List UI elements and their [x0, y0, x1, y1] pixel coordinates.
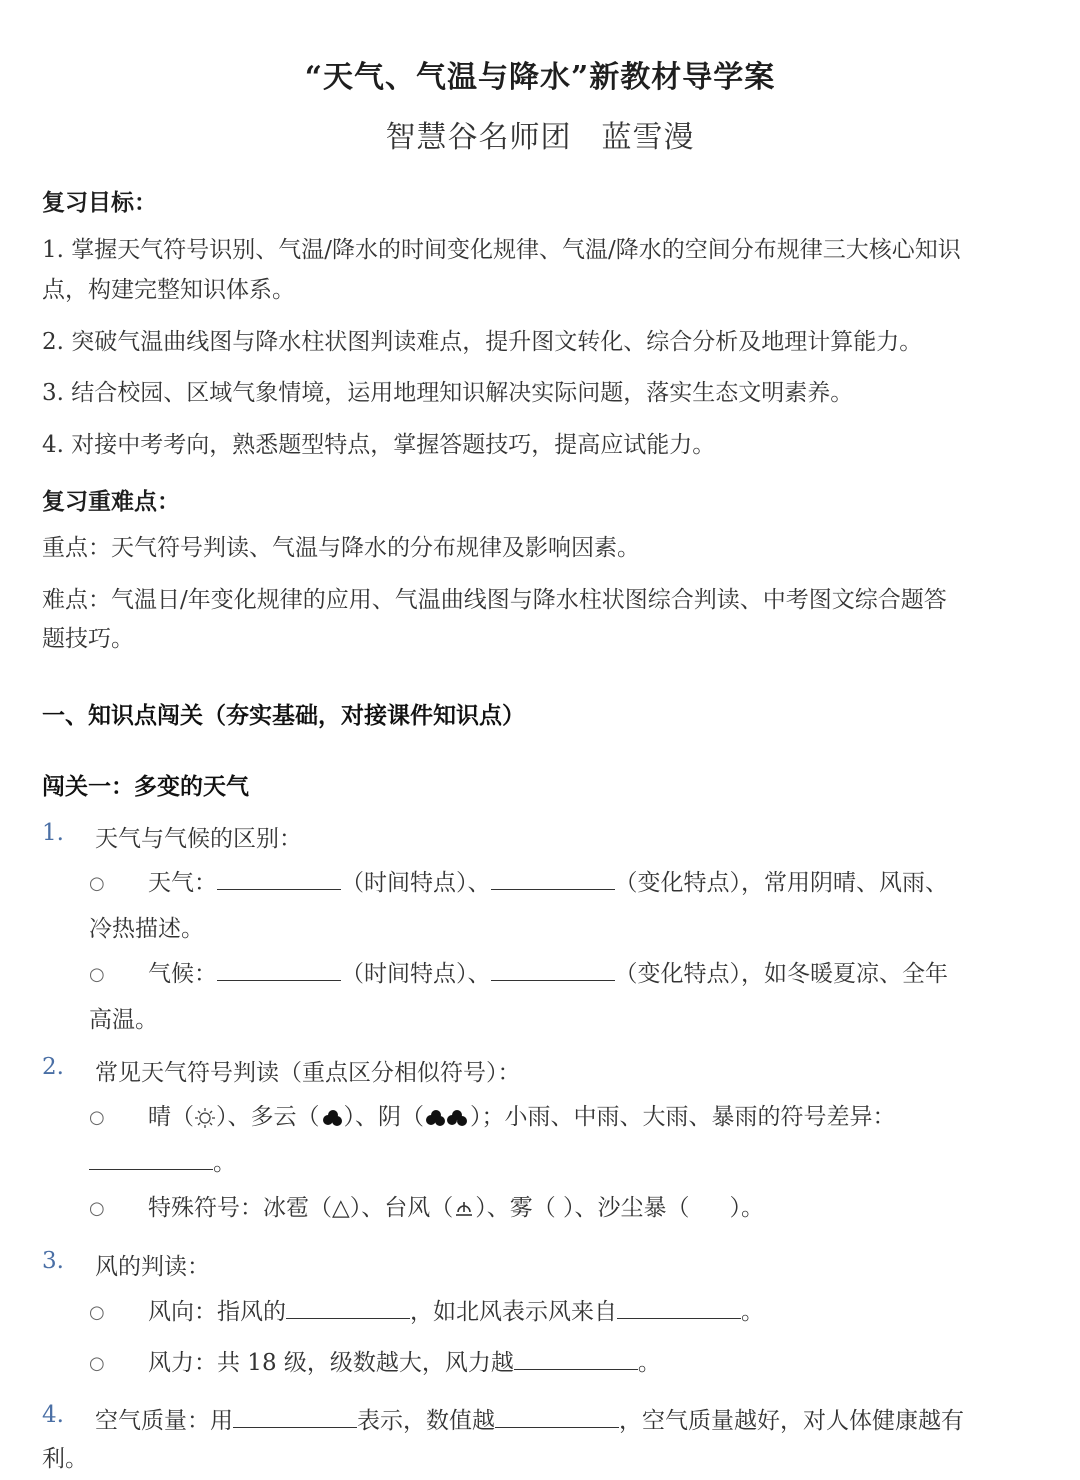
sun-icon — [194, 1107, 216, 1129]
q4-wrap: 利。 — [42, 1446, 88, 1472]
blank-field[interactable] — [217, 958, 341, 981]
bullet-icon: ○ — [89, 1353, 105, 1374]
q1-number: 1. — [42, 820, 64, 846]
goal-1-line1: 1. 掌握天气符号识别、气温/降水的时间变化规律、气温/降水的空间分布规律三大核心知识 — [42, 237, 961, 263]
q1-weather-wrap: 冷热描述。 — [89, 916, 204, 942]
goal-3: 3. 结合校园、区域气象情境，运用地理知识解决实际问题，落实生态文明素养。 — [42, 380, 854, 406]
blank-field[interactable] — [233, 1405, 357, 1428]
q4-line: 空气质量：用 表示，数值越 ，空气质量越好，对人体健康越有 — [95, 1402, 964, 1435]
q1-label: 天气与气候的区别： — [95, 826, 302, 852]
bullet-icon: ○ — [89, 964, 105, 985]
keypoint-difficulty-line2: 题技巧。 — [42, 626, 134, 652]
blank-field[interactable] — [286, 1296, 410, 1319]
blank-field[interactable] — [89, 1147, 213, 1170]
q1-weather-line: 天气： （时间特点）、 （变化特点），常用阴晴、风雨、 — [148, 863, 1038, 903]
q3-label: 风的判读： — [95, 1254, 210, 1280]
q2-special-line: 特殊符号：冰雹（△）、台风（ ）、雾（ ）、沙尘暴（ ）。 — [148, 1195, 765, 1221]
goal-2: 2. 突破气温曲线图与降水柱状图判读难点，提升图文转化、综合分析及地理计算能力。 — [42, 329, 923, 355]
level-heading: 闯关一：多变的天气 — [42, 773, 249, 800]
blank-field[interactable] — [491, 867, 615, 890]
q2-label: 常见天气符号判读（重点区分相似符号）： — [95, 1060, 521, 1086]
q2-symbols-line: 晴（ ）、多云（ ）、阴（ ）；小雨、中雨、大雨、暴雨的符号差异： — [148, 1104, 896, 1130]
blank-field[interactable] — [495, 1405, 619, 1428]
q1-climate-line: 气候： （时间特点）、 （变化特点），如冬暖夏凉、全年 — [148, 954, 1038, 994]
bullet-icon: ○ — [89, 1107, 105, 1128]
section-heading: 一、知识点闯关（夯实基础，对接课件知识点） — [42, 702, 525, 729]
document-title: “天气、气温与降水”新教材导学案 — [304, 60, 776, 95]
goal-4: 4. 对接中考考向，熟悉题型特点，掌握答题技巧，提高应试能力。 — [42, 432, 716, 458]
goal-1-line2: 点，构建完整知识体系。 — [42, 277, 295, 303]
overcast-icon — [424, 1109, 470, 1127]
author-team: 智慧谷名师团 — [385, 120, 572, 155]
document-subtitle — [0, 112, 1080, 156]
q2-symbols-wrap: 。 — [89, 1144, 236, 1177]
bullet-icon: ○ — [89, 1302, 105, 1323]
blank-field[interactable] — [514, 1347, 638, 1370]
q3-number: 3. — [42, 1248, 64, 1274]
blank-field[interactable] — [617, 1296, 741, 1319]
cloud-icon — [320, 1109, 344, 1127]
keypoints-heading: 复习重难点： — [42, 488, 180, 515]
bullet-icon: ○ — [89, 873, 105, 894]
q3-force-line: 风力：共 18 级，级数越大，风力越 。 — [148, 1343, 1038, 1383]
typhoon-icon — [453, 1199, 475, 1219]
q3-direction-line: 风向：指风的 ，如北风表示风来自 。 — [148, 1292, 1038, 1332]
keypoint-focus: 重点：天气符号判读、气温与降水的分布规律及影响因素。 — [42, 535, 640, 561]
goals-heading: 复习目标： — [42, 189, 157, 216]
q2-number: 2. — [42, 1054, 64, 1080]
blank-field[interactable] — [217, 867, 341, 890]
blank-field[interactable] — [491, 958, 615, 981]
author-name: 蓝雪漫 — [601, 120, 695, 155]
keypoint-difficulty-line1: 难点：气温日/年变化规律的应用、气温曲线图与降水柱状图综合判读、中考图文综合题答 — [42, 587, 947, 613]
q1-climate-wrap: 高温。 — [89, 1007, 158, 1033]
bullet-icon: ○ — [89, 1198, 105, 1219]
q4-number: 4. — [42, 1402, 64, 1428]
